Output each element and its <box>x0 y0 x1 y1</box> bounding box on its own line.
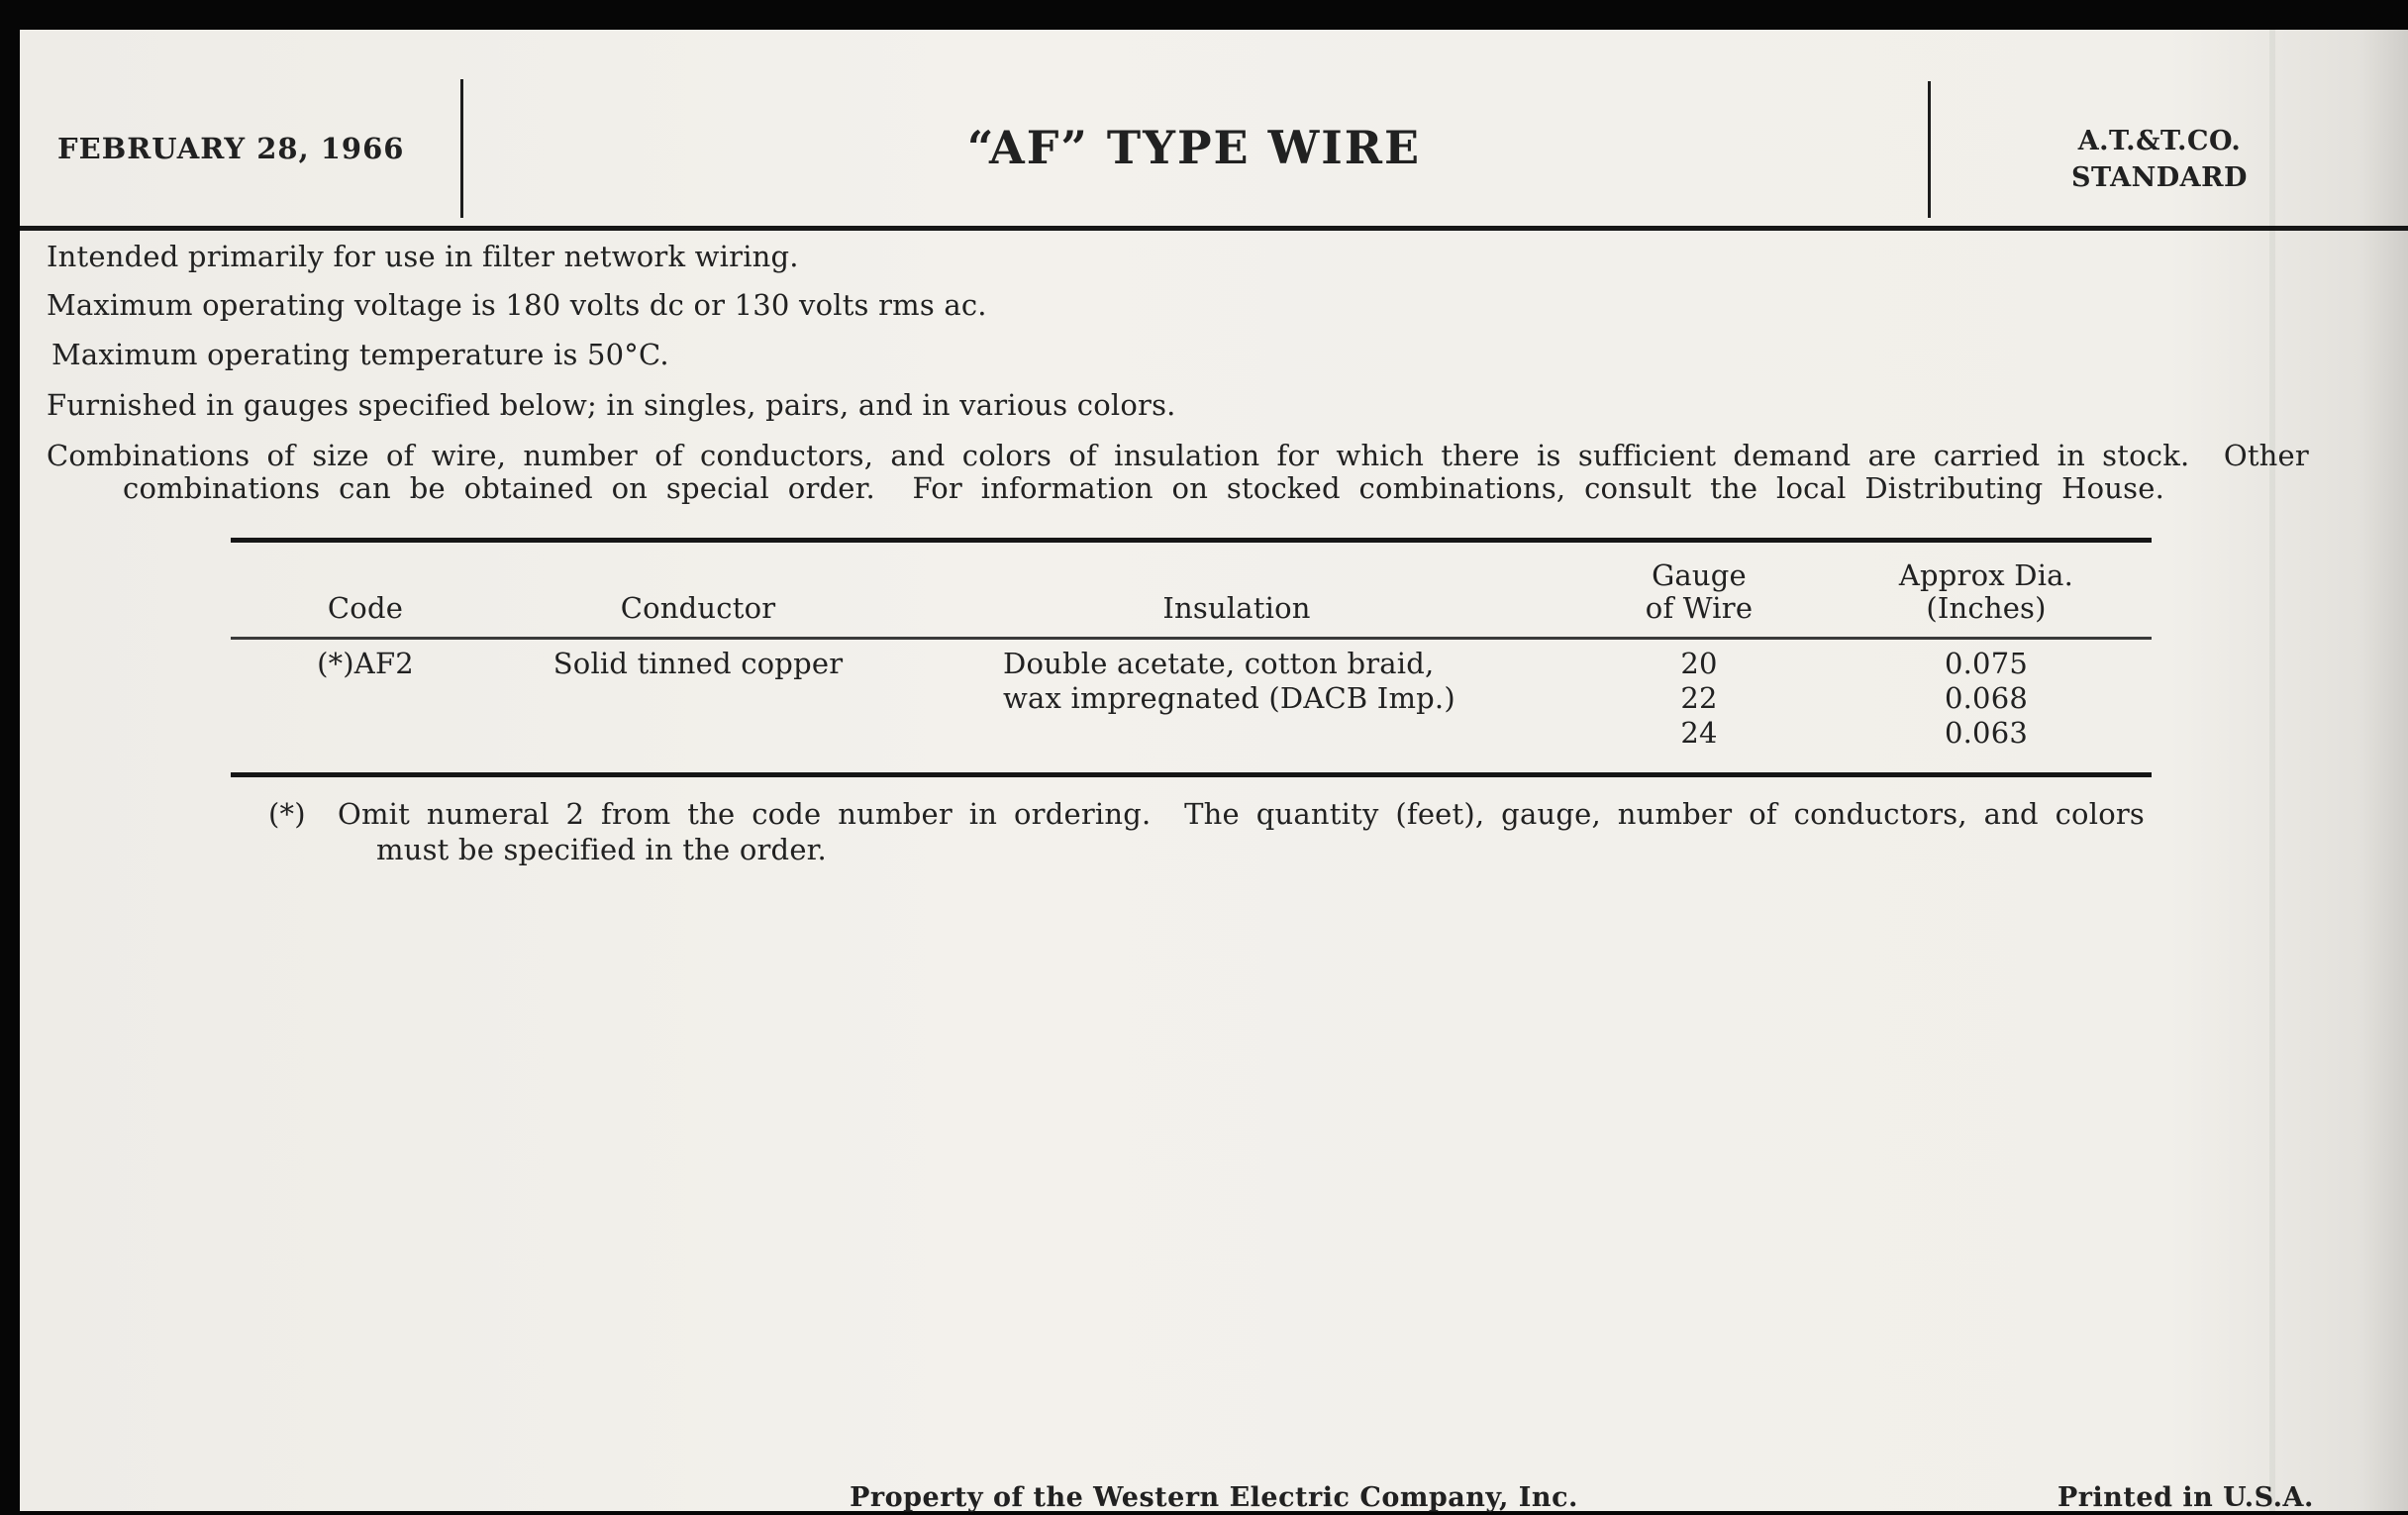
scan-crease <box>2269 30 2275 1511</box>
diameter-value-1: 0.075 <box>1944 647 2029 680</box>
note-max-voltage: Maximum operating voltage is 180 volts dc or 130 volts rms ac. <box>47 288 987 322</box>
spec-table <box>231 538 2152 777</box>
cell-insulation-line2: wax impregnated (DACB Imp.) <box>1003 681 1455 715</box>
diameter-value-2: 0.068 <box>1944 681 2029 715</box>
gauge-value-24: 24 <box>1680 716 1718 750</box>
gauge-value-20: 20 <box>1680 647 1718 680</box>
standard-label <box>2030 123 2289 196</box>
footnote-marker: (*) <box>268 797 306 831</box>
column-header-conductor: Conductor <box>620 591 776 625</box>
document-title: “AF” TYPE WIRE <box>966 121 1422 174</box>
column-header-diameter <box>1821 559 2152 625</box>
column-header-gauge <box>1577 559 1821 625</box>
table-header-row <box>231 543 2152 637</box>
column-header-insulation: Insulation <box>1162 591 1311 625</box>
cell-insulation <box>896 647 1577 716</box>
footnote-line1: Omit numeral 2 from the code number in ordering. The quantity (feet), gauge, number of conductors, and colors <box>338 797 2145 831</box>
header-divider-right <box>1928 81 1931 218</box>
column-header-code: Code <box>327 591 404 625</box>
cell-insulation-line1: Double acetate, cotton braid, <box>1003 647 1435 680</box>
note-intended-use: Intended primarily for use in filter network wiring. <box>47 240 799 273</box>
cell-diameters <box>1821 647 2152 751</box>
cell-gauges <box>1577 647 1821 751</box>
diameter-value-3: 0.063 <box>1944 716 2029 750</box>
table-bottom-rule <box>231 772 2152 777</box>
cell-code: (*)AF2 <box>317 647 414 680</box>
document-page <box>20 30 2408 1511</box>
header-rule <box>20 226 2408 231</box>
column-header-gauge-line1: Gauge <box>1652 558 1747 592</box>
gauge-value-22: 22 <box>1680 681 1718 715</box>
table-row-af2 <box>231 640 2152 772</box>
note-gauges-furnished: Furnished in gauges specified below; in singles, pairs, and in various colors. <box>47 388 1176 422</box>
footnote-line2: must be specified in the order. <box>376 833 827 866</box>
combinations-paragraph-line1: Combinations of size of wire, number of conductors, and colors of insulation for which there is sufficient demand are carried in stock. Other <box>47 439 2309 472</box>
combinations-paragraph-line2: combinations can be obtained on special order. For information on stocked combinations, consult the local Distributing House. <box>123 471 2164 505</box>
standard-company: A.T.&T.CO. <box>2077 126 2242 156</box>
cell-conductor: Solid tinned copper <box>552 647 844 680</box>
column-header-gauge-line2: of Wire <box>1645 591 1754 625</box>
footer-property-notice: Property of the Western Electric Company, Inc. <box>850 1482 1578 1513</box>
footer-printed-in-usa: Printed in U.S.A. <box>2057 1482 2314 1513</box>
column-header-diameter-line1: Approx Dia. <box>1898 558 2074 592</box>
column-header-diameter-line2: (Inches) <box>1926 591 2047 625</box>
standard-word: STANDARD <box>2071 162 2248 193</box>
note-max-temperature: Maximum operating temperature is 50°C. <box>51 338 669 371</box>
document-date: FEBRUARY 28, 1966 <box>57 132 405 165</box>
